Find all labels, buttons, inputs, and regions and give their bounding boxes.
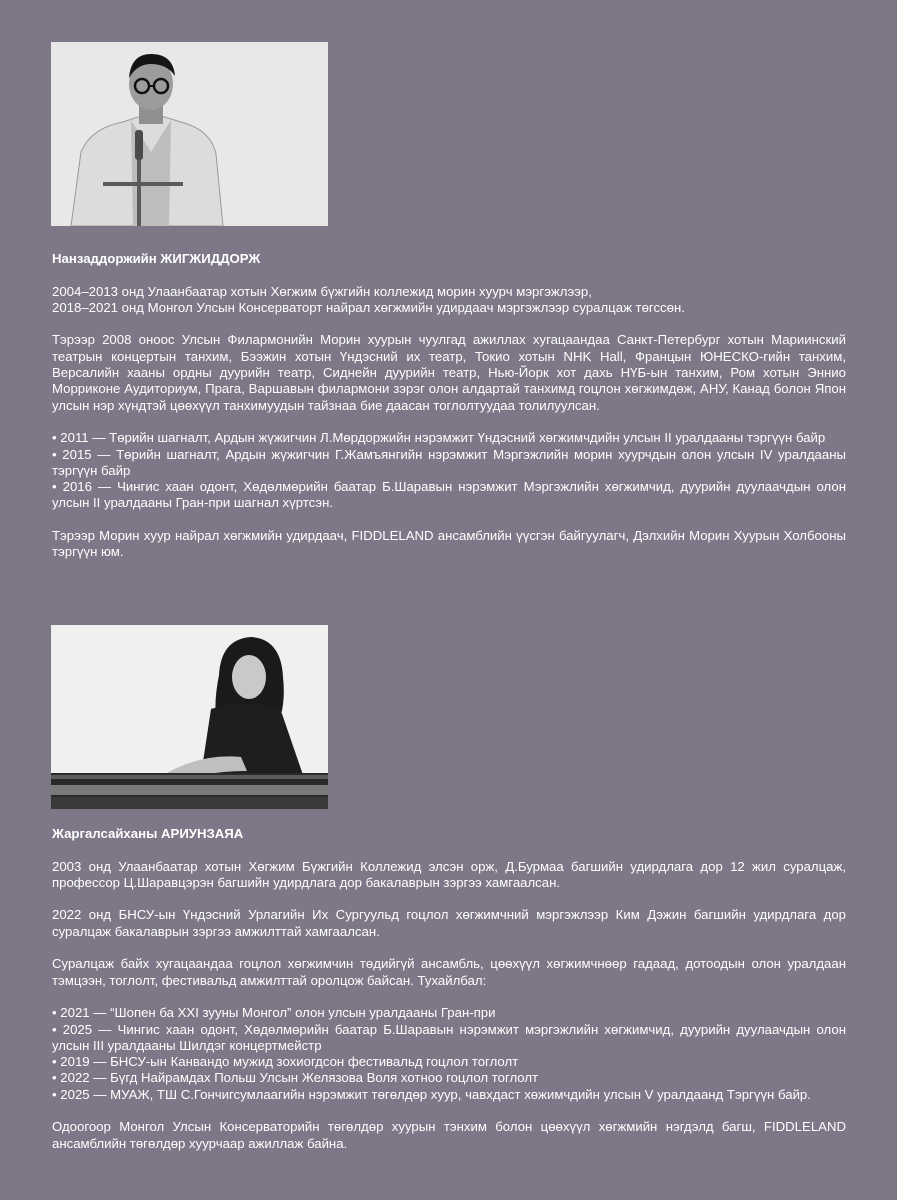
person-name [52,826,846,842]
name-given: Жаргалсайханы [52,826,161,841]
award-item: • 2025 — Чингис хаан одонт, Хөдөлмөрийн баатар Б.Шаравын нэрэмжит мэргэжлийн хөгжимчид, дуурийн дуулаачдын олон улсын III уралдааны Шилдэг концертмейстр [52,1021,846,1053]
award-item: • 2016 — Чингис хаан одонт, Хөдөлмөрийн баатар Б.Шаравын нэрэмжит Мэргэжлийн хөгжимчид, дуурийн дуулаачдын олон улсын II уралдааны Гран-при шагнал хүртсэн. [52,479,846,511]
biography-jigjiddorj [52,251,846,577]
award-item: • 2015 — Төрийн шагналт, Ардын жүжигчин Г.Жамъянгийн нэрэмжит Мэргэжлийн морин хуурчдын олон улсын IV уралдааны тэргүүн байр [52,446,846,478]
portrait-photo-ariunzaya [51,625,328,809]
career-paragraph: Суралцаж байх хугацаандаа гоцлол хөгжимчин төдийгүй ансамбль, цөөхүүл хөгжимчнөөр гадаад, дотоодын олон уралдаан тэмцээн, тоглолт, фестивальд амжилттай оролцож байсан. Тухайлбал: [52,956,846,988]
biography-ariunzaya [52,826,846,1168]
education-paragraph [52,284,846,317]
awards-list [52,1005,846,1103]
awards-list [52,430,846,511]
education-line: 2018–2021 онд Монгол Улсын Консерваторт найрал хөгжмийн удирдаач мэргэжлээр суралцаж төгссөн. [52,299,685,315]
portrait-image [51,42,328,226]
name-family: АРИУНЗАЯА [161,826,244,841]
name-family: ЖИГЖИДДОРЖ [160,251,261,266]
summary-paragraph: Тэрээр Морин хуур найрал хөгжмийн удирдаач, FIDDLELAND ансамблийн үүсгэн байгуулагч, Дэлхийн Морин Хуурын Холбооны тэргүүн юм. [52,528,846,560]
portrait-image [51,625,328,809]
award-item: • 2025 — МУАЖ, ТШ С.Гончигсумлаагийн нэрэмжит төгөлдөр хуур, чавхдаст хөжимчдийн улсын V уралдаанд Тэргүүн байр. [52,1086,811,1102]
person-name [52,251,846,267]
summary-paragraph: Одоогоор Монгол Улсын Консерваторийн төгөлдөр хуурын тэнхим болон цөөхүүл хөгжмийн нэгдэлд багш, FIDDLELAND ансамблийн төгөлдөр хуурчаар ажиллаж байна. [52,1119,846,1151]
award-item: • 2022 — Бүгд Найрамдах Польш Улсын Желязова Воля хотноо гоцлол тоглолт [52,1070,539,1086]
career-paragraph: Тэрээр 2008 оноос Улсын Филармонийн Морин хуурын чуулгад ажиллах хугацаандаа Санкт-Петербург хотын Мариинский театрын концертын танхим, Бээжин хотын Үндэсний их театр, Токио хотын NHK Hall, Францын ЮНЕСКО-гийн танхим, Версалийн хааны ордны дуурийн театр, Сиднейн дуурийн театр, Нью-Йорк хот дахь НҮБ-ын танхим, Ром хотын Эннио Морриконе Аудиториум, Прага, Варшавын филармони зэрэг олон алдартай танхимд гоцлон хөгжимдөж, АНУ, Канад болон Япон улсын нэр хүндтэй цөөхүүл танхимуудын тайзнаа бие даасан тоглолтуудаа толилуулсан. [52,332,846,413]
name-given: Нанзаддоржийн [52,251,161,266]
education-line: 2004–2013 онд Улаанбаатар хотын Хөгжим бүжгийн коллежид морин хуурч мэргэжлээр, [52,283,592,299]
award-item: • 2021 — “Шопен ба XXI зууны Монгол” олон улсын уралдааны Гран-при [52,1005,496,1021]
education-paragraph: 2003 онд Улаанбаатар хотын Хөгжим Бүжгийн Коллежид элсэн орж, Д.Бурмаа багшийн удирдлага дор 12 жил суралцаж, профессор Ц.Шаравцэрэн багшийн удирдлага дор бакалаврын зэргээ хамгаалсан. [52,858,846,890]
award-item: • 2019 — БНСУ-ын Канвандо мужид зохиогдсон фестивальд гоцлол тоглолт [52,1054,519,1070]
award-item: • 2011 — Төрийн шагналт, Ардын жүжигчин Л.Мөрдоржийн нэрэмжит Үндэсний хөгжимчдийн улсын II уралдааны тэргүүн байр [52,430,826,446]
education-paragraph: 2022 онд БНСУ-ын Үндэсний Урлагийн Их Сургуульд гоцлол хөгжимчний мэргэжлээр Ким Дэжин багшийн удирдлага дор суралцаж бакалаврын зэргээ амжилттай хамгаалсан. [52,907,846,939]
portrait-photo-jigjiddorj [51,42,328,226]
